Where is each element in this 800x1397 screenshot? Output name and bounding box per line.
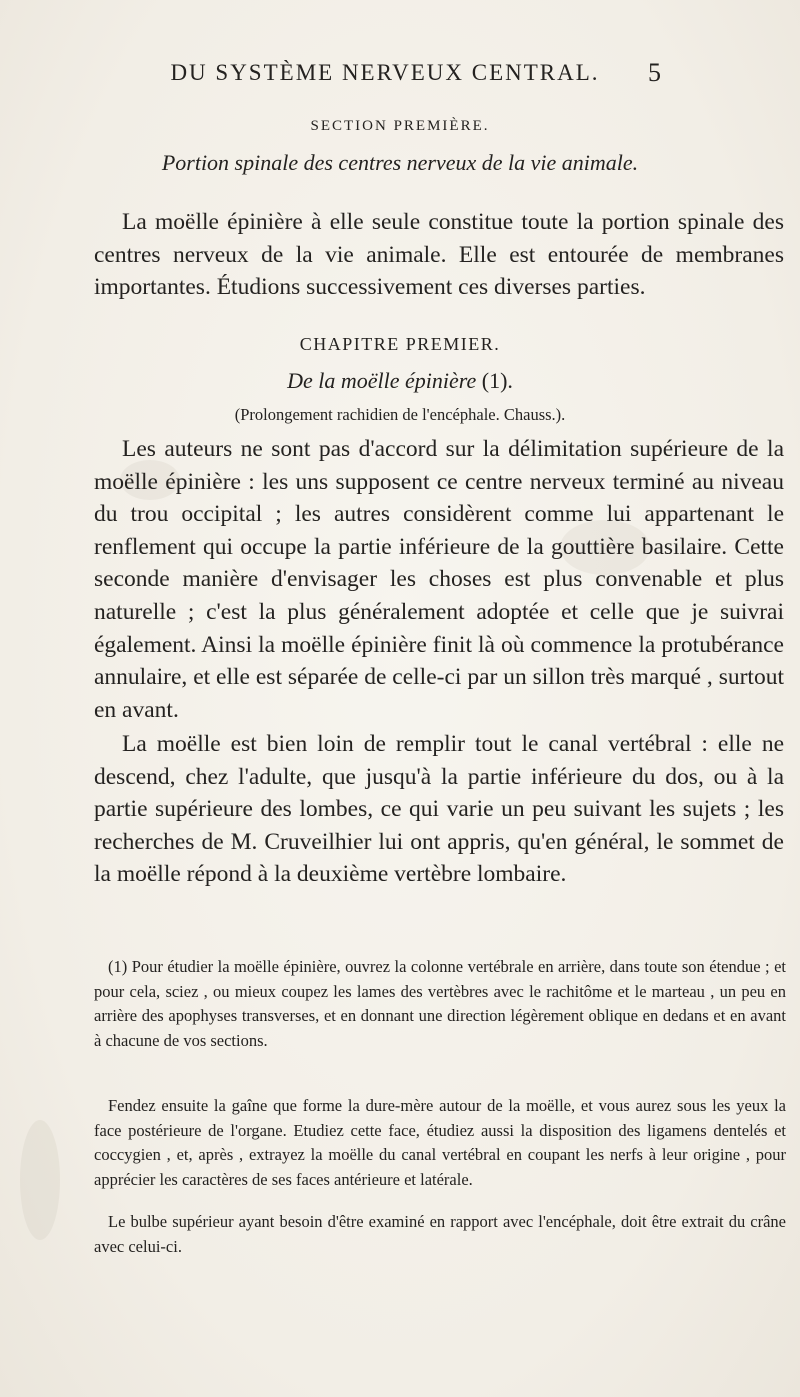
subject-title <box>0 368 800 394</box>
portion-title: Portion spinale des centres nerveux de la vie animale. <box>161 150 639 175</box>
intro-paragraph: La moëlle épinière à elle seule constitue toute la portion spinale des centres nerveux de la vie animale. Elle est entourée de membranes importantes. Étudions successivement ces diverses parties. <box>94 209 784 300</box>
footnote-paragraph: Fendez ensuite la gaîne que forme la dure-mère autour de la moëlle, et vous aurez sous les yeux la face postérieure de l'organe. Etudiez cette face, étudiez aussi la disposition des ligamens dentelés et coccygien , et, après , extrayez la moëlle du canal vertébral en coupant les nerfs à leur origine , pour apprécier les caractères de ses faces antérieure et latérale. <box>94 1096 786 1189</box>
footnote-paragraph: (1) Pour étudier la moëlle épinière, ouvrez la colonne vertébrale en arrière, dans toute son étendue ; et pour cela, sciez , ou mieux coupez les lames des vertèbres avec le rachitôme et le marteau , un peu en arrière des apophyses transverses, et en donnant une direction légèrement oblique en dedans et en avant à chacune de vos sections. <box>94 957 786 1050</box>
running-head: DU SYSTÈME NERVEUX CENTRAL. <box>170 60 600 85</box>
body-paragraph: La moëlle est bien loin de remplir tout le canal vertébral : elle ne descend, chez l'adulte, que jusqu'à la partie inférieure du dos, ou à la partie supérieure des lombes, ce qui varie un peu suivant les sujets ; les recherches de M. Cruveilhier lui ont appris, qu'en général, le sommet de la moëlle répond à la deuxième vertèbre lombaire. <box>94 731 784 888</box>
body-paragraph: Les auteurs ne sont pas d'accord sur la délimitation supérieure de la moëlle épinière : les uns supposent ce centre nerveux terminé au niveau du trou occipital ; les autres considèrent comme lui appartenant le renflement qui occupe la partie inférieure de la gouttière basilaire. Cette seconde manière d'envisager les choses est plus convenable et plus naturelle ; c'est la plus généralement adoptée et celle que je suivrai également. Ainsi la moëlle épinière finit là où commence la protubérance annulaire, et elle est séparée de celle-ci par un sillon très marqué , surtout en avant. <box>94 436 784 723</box>
subject-title-text: De la moëlle épinière <box>287 368 477 393</box>
footnote-paragraph: Le bulbe supérieur ayant besoin d'être examiné en rapport avec l'encéphale, doit être extrait du crâne avec celui-ci. <box>94 1212 786 1256</box>
section-title: SECTION PREMIÈRE. <box>310 118 490 134</box>
footnote-reference: (1). <box>476 368 513 393</box>
page-number: 5 <box>648 58 661 87</box>
paper-stain <box>20 1120 60 1240</box>
chapter-title: CHAPITRE PREMIER. <box>299 334 501 354</box>
synonym-line: (Prolongement rachidien de l'encéphale. Chauss.). <box>234 405 566 424</box>
